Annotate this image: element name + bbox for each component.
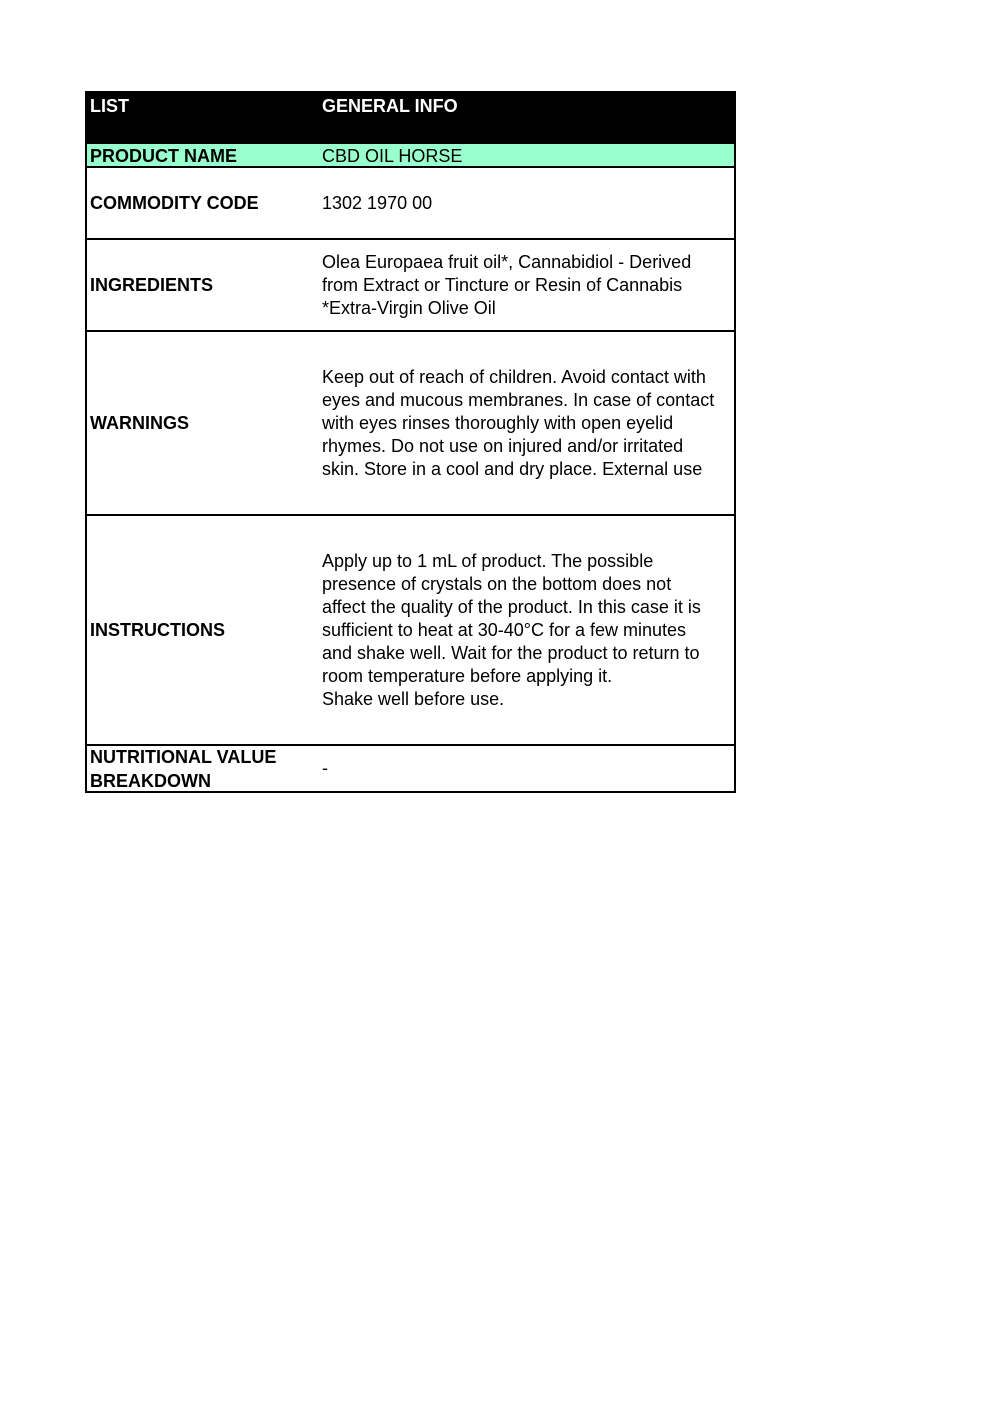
commodity-code-row (87, 166, 734, 238)
product-info-table (85, 91, 736, 793)
nutritional-value-value: - (322, 758, 328, 778)
commodity-code-label: COMMODITY CODE (90, 192, 259, 213)
ingredients-cell (322, 240, 734, 330)
product-name-row (87, 142, 734, 166)
warnings-cell (322, 332, 734, 514)
nutritional-value-label-cell (87, 746, 322, 791)
ingredients-value: Olea Europaea fruit oil*, Cannabidiol - Derived from Extract or Tincture or Resin of Cannabis *Extra-Virgin Olive Oil (322, 251, 692, 318)
instructions-cell (322, 516, 734, 744)
product-name-value: CBD OIL HORSE (322, 146, 463, 166)
instructions-row (87, 514, 734, 744)
list-column-header: LIST (90, 96, 129, 116)
general-info-column-header: GENERAL INFO (322, 96, 458, 116)
commodity-code-value: 1302 1970 00 (322, 192, 433, 213)
warnings-value: Keep out of reach of children. Avoid contact with eyes and mucous membranes. In case of contact with eyes rinses thoroughly with open eyelid rhymes. Do not use on injured and/or irritated skin. Store in a cool and dry place. External use (322, 366, 715, 479)
ingredients-label: INGREDIENTS (90, 274, 214, 295)
nutritional-value-row (87, 744, 734, 791)
product-name-label: PRODUCT NAME (90, 146, 237, 166)
table-header-row (87, 93, 734, 142)
warnings-label: WARNINGS (90, 412, 189, 433)
instructions-label: INSTRUCTIONS (90, 619, 225, 640)
nutritional-value-label: NUTRITIONAL VALUE BREAKDOWN (90, 746, 277, 791)
instructions-value: Apply up to 1 mL of product. The possible presence of crystals on the bottom does not affect the quality of the product. In this case it is sufficient to heat at 30-40°C for a few minutes and shake well. Wait for the product to return to room temperature before applying it. Shake well before use. (322, 550, 701, 709)
warnings-row (87, 330, 734, 514)
ingredients-row (87, 238, 734, 330)
